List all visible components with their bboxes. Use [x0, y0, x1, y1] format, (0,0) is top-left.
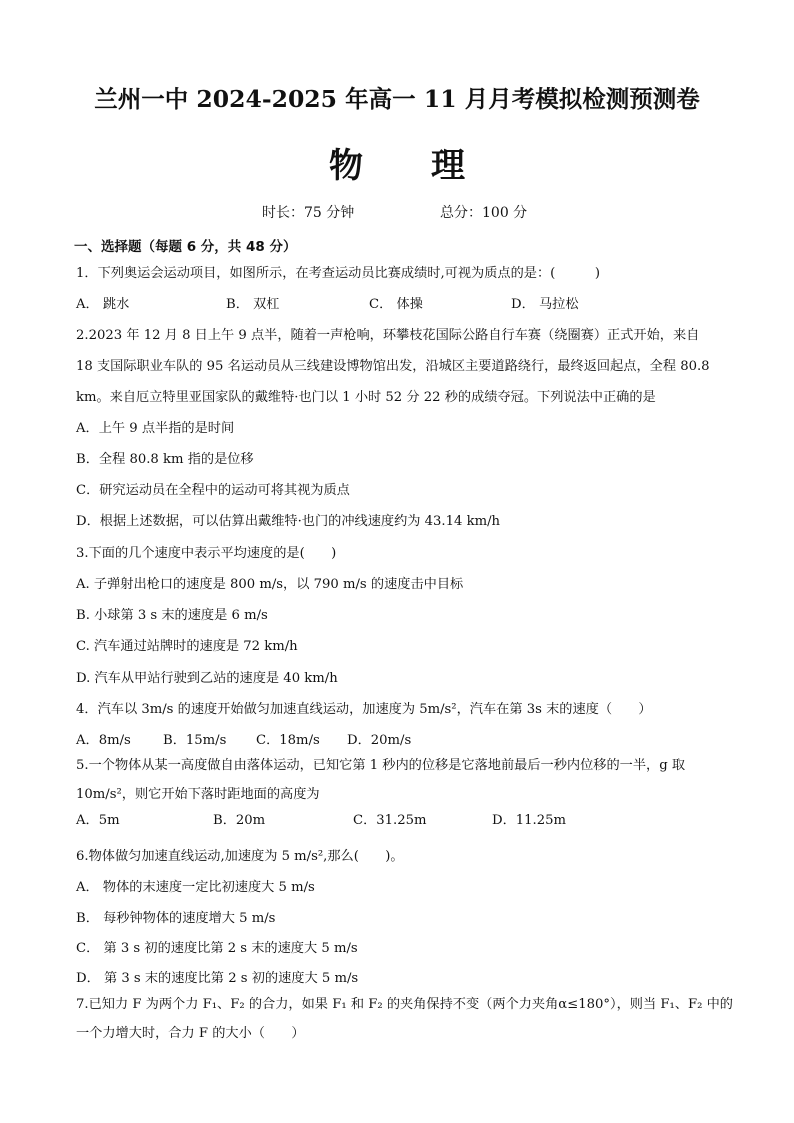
question-4-option-a: A．8m/s	[76, 733, 131, 748]
question-3-stem: 3.下面的几个速度中表示平均速度的是( )	[76, 546, 337, 561]
question-3-option-c: C. 汽车通过站牌时的速度是 72 km/h	[76, 639, 298, 654]
question-5-stem-line-2: 10m/s²，则它开始下落时距地面的高度为	[76, 787, 320, 802]
question-4-option-c: C．18m/s	[256, 733, 320, 748]
question-2-option-d: D．根据上述数据，可以估算出戴维特·也门的冲线速度约为 43.14 km/h	[76, 514, 501, 529]
exam-duration: 时长：75 分钟	[262, 205, 355, 221]
question-2-option-a: A．上午 9 点半指的是时间	[76, 421, 235, 436]
question-2-stem-line-1: 2.2023 年 12 月 8 日上午 9 点半，随着一声枪响，环攀枝花国际公路自行车赛（绕圈赛）正式开始，来自	[76, 328, 700, 343]
question-3-option-b: B. 小球第 3 s 末的速度是 6 m/s	[76, 608, 268, 623]
question-3-option-d: D. 汽车从甲站行驶到乙站的速度是 40 km/h	[76, 671, 338, 686]
question-2-stem-line-2: 18 支国际职业车队的 95 名运动员从三线建设博物馆出发，沿城区主要道路绕行，最终返回起点，全程 80.8	[76, 359, 710, 374]
question-4-option-d: D．20m/s	[347, 733, 412, 748]
question-5-option-b: B．20m	[213, 813, 266, 828]
exam-total-score: 总分：100 分	[440, 205, 528, 221]
question-1-stem: 1．下列奥运会运动项目，如图所示，在考查运动员比赛成绩时,可视为质点的是：( )	[76, 266, 600, 281]
section-heading-choice: 一、选择题（每题 6 分，共 48 分）	[74, 239, 297, 255]
question-6-option-b: B． 每秒钟物体的速度增大 5 m/s	[76, 911, 276, 926]
question-5-stem-line-1: 5.一个物体从某一高度做自由落体运动，已知它第 1 秒内的位移是它落地前最后一秒内位移的一半，g 取	[76, 758, 686, 773]
question-6-option-a: A． 物体的末速度一定比初速度大 5 m/s	[76, 880, 315, 895]
question-1-option-c: C． 体操	[369, 297, 423, 312]
question-1-option-b: B． 双杠	[226, 297, 280, 312]
question-7-stem-line-1: 7.已知力 F 为两个力 F₁、F₂ 的合力，如果 F₁ 和 F₂ 的夹角保持不变（两个力夹角α≤180°），则当 F₁、F₂ 中的	[76, 997, 733, 1012]
question-2-option-c: C．研究运动员在全程中的运动可将其视为质点	[76, 483, 350, 498]
question-1-option-d: D． 马拉松	[511, 297, 579, 312]
question-4-option-b: B．15m/s	[163, 733, 227, 748]
question-5-option-c: C．31.25m	[353, 813, 427, 828]
question-6-option-c: C． 第 3 s 初的速度比第 2 s 末的速度大 5 m/s	[76, 941, 358, 956]
question-2-stem-line-3: km。来自厄立特里亚国家队的戴维特·也门以 1 小时 52 分 22 秒的成绩夺冠。下列说法中正确的是	[76, 390, 656, 405]
question-7-stem-line-2: 一个力增大时，合力 F 的大小（ ）	[76, 1026, 305, 1041]
question-2-option-b: B．全程 80.8 km 指的是位移	[76, 452, 254, 467]
question-6-stem: 6.物体做匀加速直线运动,加速度为 5 m/s²,那么( )。	[76, 849, 404, 864]
subject-title: 物 理	[329, 146, 465, 186]
question-1-option-a: A． 跳水	[76, 297, 130, 312]
question-3-option-a: A. 子弹射出枪口的速度是 800 m/s，以 790 m/s 的速度击中目标	[76, 577, 464, 592]
question-5-option-a: A．5m	[76, 813, 120, 828]
question-5-option-d: D．11.25m	[492, 813, 567, 828]
question-6-option-d: D． 第 3 s 末的速度比第 2 s 初的速度大 5 m/s	[76, 971, 359, 986]
exam-title: 兰州一中 2024-2025 年高一 11 月月考模拟检测预测卷	[94, 85, 700, 113]
question-4-stem: 4．汽车以 3m/s 的速度开始做匀加速直线运动，加速度为 5m/s²，汽车在第 3s 末的速度（ ）	[76, 702, 652, 717]
